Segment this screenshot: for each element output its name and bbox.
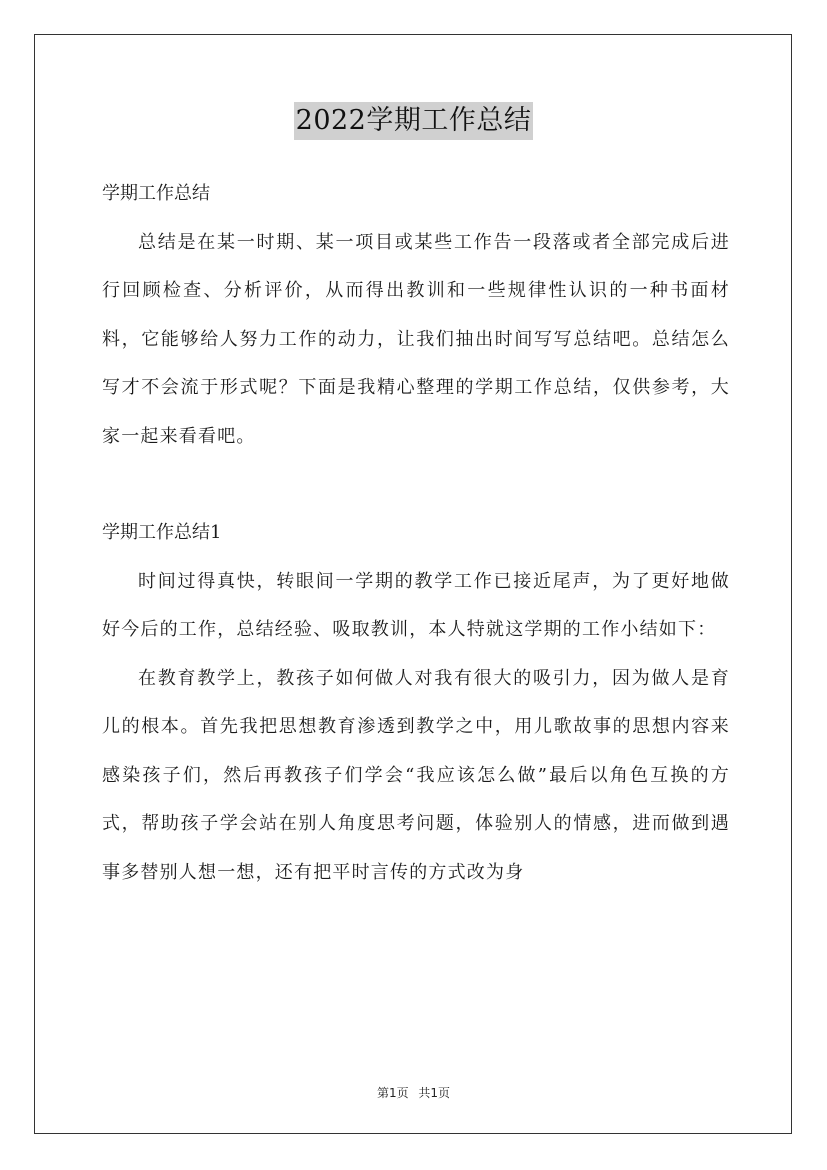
intro-paragraph: 总结是在某一时期、某一项目或某些工作告一段落或者全部完成后进行回顾检查、分析评价，从而得出教训和一些规律性认识的一种书面材料，它能够给人努力工作的动力，让我们抽出时间写写总结吧。总结怎么写才不会流于形式呢？下面是我精心整理的学期工作总结，仅供参考，大家一起来看看吧。 (102, 231, 730, 447)
section1-paragraph-1: 时间过得真快，转眼间一学期的教学工作已接近尾声，为了更好地做好今后的工作，总结经验、吸取教训，本人特就这学期的工作小结如下： (102, 570, 730, 640)
intro-heading: 学期工作总结 (102, 183, 210, 204)
page-number-current: 第1页 (376, 1086, 409, 1100)
section1-paragraph-2: 在教育教学上，教孩子如何做人对我有很大的吸引力，因为做人是育儿的根本。首先我把思想教育渗透到教学之中，用儿歌故事的思想内容来感染孩子们，然后再教孩子们学会“我应该怎么做”最后以角色互换的方式，帮助孩子学会站在别人角度思考问题，体验别人的情感，进而做到遇事多替别人想一想，还有把平时言传的方式改为身 (102, 667, 730, 883)
section-spacer (102, 461, 730, 509)
page-footer (0, 1084, 827, 1101)
page-number-total: 共1页 (418, 1086, 451, 1100)
section1-heading: 学期工作总结1 (102, 522, 222, 543)
document-title: 2022学期工作总结 (294, 102, 534, 140)
document-body (102, 170, 730, 897)
title-container (0, 102, 827, 140)
